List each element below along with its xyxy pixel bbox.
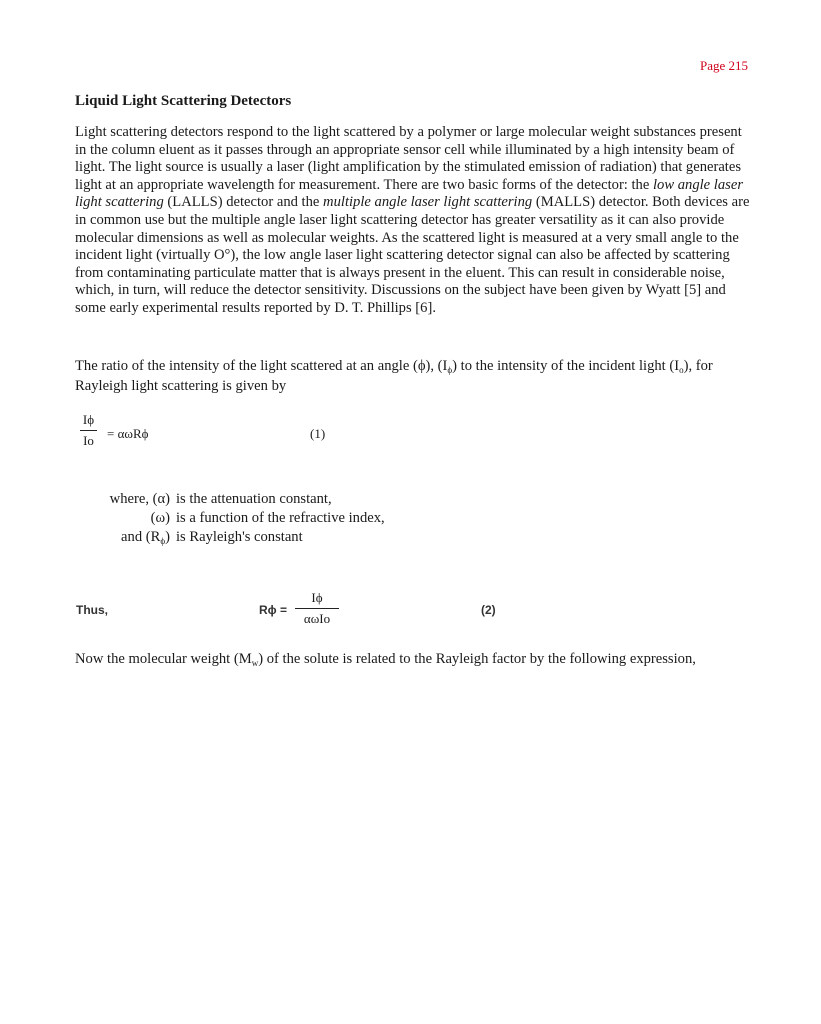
para1-text-b: (LALLS) detector and the xyxy=(163,194,324,211)
page-number: Page 215 xyxy=(699,58,748,73)
where-label-r xyxy=(90,528,176,547)
where-label-r-pre: and (R xyxy=(121,529,161,545)
para2-sub-o: o xyxy=(679,365,684,375)
paragraph-molecular-weight xyxy=(75,649,751,669)
where-row-r xyxy=(90,528,385,547)
equation-1 xyxy=(80,412,380,462)
where-definitions xyxy=(90,490,385,547)
eq2-lhs: Rϕ = xyxy=(259,603,288,617)
para2-text-c: ), for Rayleigh light scattering is given by xyxy=(75,358,713,394)
eq2-numerator: Iϕ xyxy=(311,590,323,605)
eq2-prefix: Thus, xyxy=(76,603,108,617)
eq1-numerator: Iϕ xyxy=(82,412,95,427)
where-text-omega: is a function of the refractive index, xyxy=(176,510,385,526)
equation-2 xyxy=(76,590,526,640)
where-text-alpha: is the attenuation constant, xyxy=(176,491,332,507)
where-label-alpha: where, (α) xyxy=(109,491,170,507)
paragraph-intro xyxy=(75,124,751,318)
where-row-omega xyxy=(90,509,385,528)
para2-text-b: ) to the intensity of the incident light (I xyxy=(452,358,680,374)
section-heading: Liquid Light Scattering Detectors xyxy=(75,93,292,109)
para1-text-c: (MALLS) detector. Both devices are in common use but the multiple angle laser light scattering detector has greater versatility as it can also provide molecular dimensions as well as molecular weights. As the scattered light is measured at a very small angle to the incident light (virtually O°), the low angle laser light scattering detector signal can also be affected by scattering from contaminating particulate matter that is always present in the eluent. This can result in considerable noise, which, in turn, will reduce the detector sensitivity. Discussions on the subject have been given by Wyatt [5] and some early experimental results reported by D. T. Phillips [6]. xyxy=(75,194,750,316)
para3-text-b: ) of the solute is related to the Rayleigh factor by the following expression, xyxy=(258,651,696,667)
eq1-number: (1) xyxy=(310,426,326,441)
para1-italic-malls: multiple angle laser light scattering xyxy=(323,194,533,211)
paragraph-ratio xyxy=(75,356,751,396)
where-text-r: is Rayleigh's constant xyxy=(176,529,303,545)
eq2-fraction xyxy=(295,590,339,627)
eq1-fraction-bar xyxy=(80,430,97,431)
eq1-denominator: Io xyxy=(83,433,94,448)
para1-italic-lalls: low angle laser light scattering xyxy=(75,176,743,211)
where-row-alpha xyxy=(90,490,385,509)
where-label-omega: (ω) xyxy=(150,510,170,526)
para2-text-a: The ratio of the intensity of the light scattered at an angle (ϕ), (I xyxy=(75,358,448,374)
eq2-denominator: αωIo xyxy=(303,611,331,626)
eq1-fraction xyxy=(80,412,97,449)
eq2-number: (2) xyxy=(481,603,496,617)
para2-sub-phi: ϕ xyxy=(447,365,453,375)
para1-text-a: Light scattering detectors respond to the light scattered by a polymer or large molecular weight substances present in the column eluent as it passes through an appropriate sensor cell while illuminated by a high intensity beam of light. The light source is usually a laser (light amplification by the stimulated emission of radiation) that generates light at an appropriate wavelength for measurement. There are two basic forms of the detector: the xyxy=(75,124,742,193)
para3-sub-w: w xyxy=(251,658,259,668)
para3-text-a: Now the molecular weight (M xyxy=(75,651,252,667)
where-label-r-sub: ϕ xyxy=(160,536,166,546)
where-label-r-post: ) xyxy=(165,529,170,545)
eq2-fraction-bar xyxy=(295,608,339,609)
eq1-rhs: = αωRϕ xyxy=(107,426,149,441)
